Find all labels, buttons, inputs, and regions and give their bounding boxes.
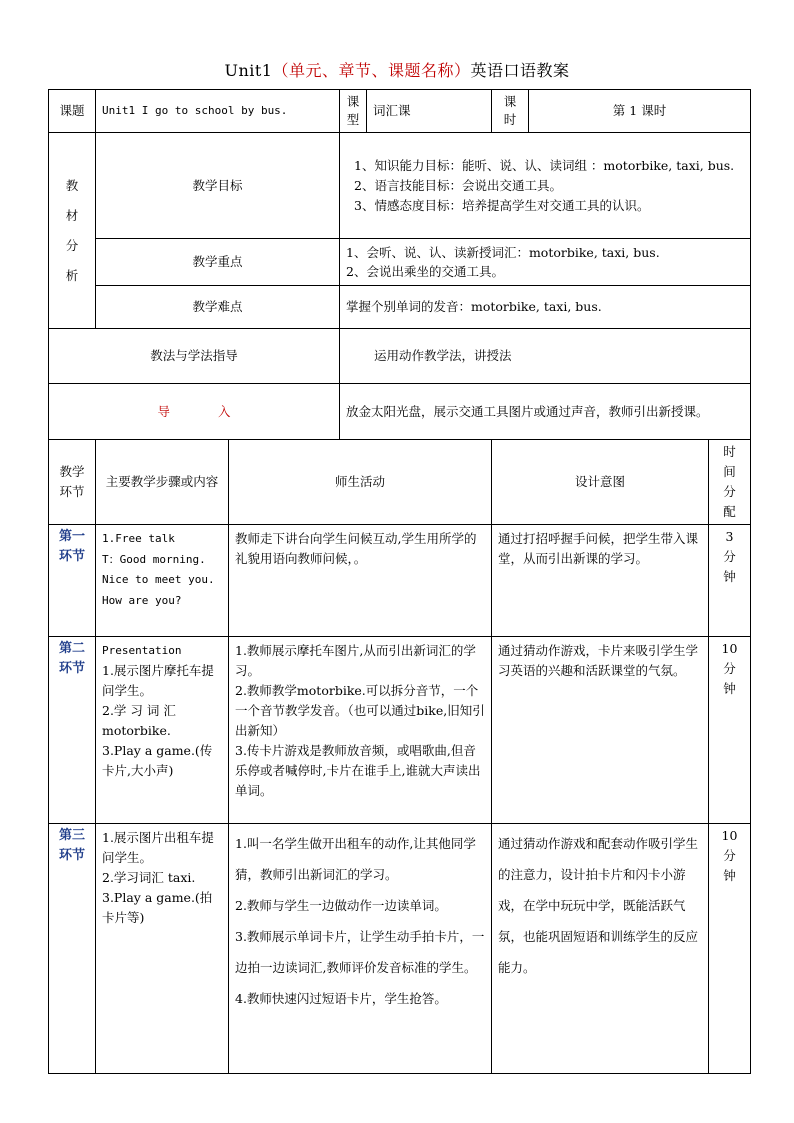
activity-item: 2.教师与学生一边做动作一边读单词。 — [235, 898, 447, 913]
time-char: 钟 — [723, 868, 736, 883]
stage-steps — [96, 824, 229, 1074]
difficulty-content: 掌握个别单词的发音：motorbike, taxi, bus. — [340, 286, 751, 329]
key-item: 2、会说出乘坐的交通工具。 — [346, 264, 504, 279]
lesson-value: Unit1 I go to school by bus. — [96, 90, 340, 133]
objective-item: 1、知识能力目标：能听、说、认、读词组 ：motorbike, taxi, bus. — [354, 157, 735, 173]
step-item: 3.Play a game.(拍卡片等) — [102, 890, 213, 925]
title-suffix: 英语口语教案 — [470, 61, 570, 80]
objective-item: 3、情感态度目标：培养提高学生对交通工具的认识。 — [354, 197, 650, 213]
col-activity: 师生活动 — [229, 440, 492, 525]
stage-label — [49, 824, 96, 1074]
objective-item: 2、语言技能目标：会说出交通工具。 — [354, 177, 562, 193]
stage-row-3 — [49, 824, 751, 1074]
method-value: 运用动作教学法，讲授法 — [340, 329, 751, 384]
time-label — [492, 90, 529, 133]
stage-label-line: 第二 — [58, 641, 85, 656]
col-time — [709, 440, 751, 525]
lesson-plan-table — [48, 89, 751, 1074]
col-time-char: 分 — [723, 484, 736, 499]
intro-label-cell — [49, 384, 340, 440]
stage-label-line: 环节 — [58, 848, 85, 863]
step-item: How are you? — [102, 593, 182, 607]
step-item: 1.Free talk — [102, 532, 175, 545]
stage-label-line: 第一 — [58, 529, 85, 544]
activity-item: 1.叫一名学生做开出租车的动作,让其他同学猜，教师引出新词汇的学习。 — [235, 836, 476, 882]
objectives-label: 教学目标 — [96, 133, 340, 239]
col-time-char: 时 — [723, 444, 736, 459]
step-item: 3.Play a game.(传卡片,大小声) — [102, 743, 213, 778]
key-content — [340, 239, 751, 286]
step-item: Nice to meet you. — [102, 573, 215, 586]
stage-activity — [229, 824, 492, 1074]
title-prefix: Unit1 — [224, 61, 273, 80]
step-item: 2.学 习 词 汇 motorbike. — [102, 703, 176, 738]
step-item: Presentation — [102, 644, 182, 657]
stage-row-1 — [49, 525, 751, 637]
col-stage: 教学环节 — [49, 440, 96, 525]
activity-item: 1.教师展示摩托车图片,从而引出新词汇的学习。 — [235, 643, 476, 678]
stage-label-line: 第三 — [58, 828, 85, 843]
activity-item: 教师走下讲台向学生问候互动,学生用所学的礼貌用语向教师问候，。 — [235, 531, 477, 566]
title-highlight: （单元、章节、课题名称） — [272, 61, 471, 80]
intro-label: 导 入 — [157, 403, 253, 419]
stage-activity — [229, 637, 492, 824]
lesson-label: 课题 — [49, 90, 96, 133]
objectives-row — [49, 133, 751, 239]
activity-item: 4.教师快速闪过短语卡片，学生抢答。 — [235, 991, 447, 1006]
time-char: 分 — [723, 661, 736, 676]
time-value: 第 1 课时 — [529, 90, 751, 133]
stage-time — [709, 525, 751, 637]
page-title — [0, 58, 794, 81]
side-char: 析 — [65, 267, 79, 283]
objectives-content — [340, 133, 751, 239]
step-item: 2.学习词汇 taxi. — [102, 870, 196, 885]
time-char: 钟 — [723, 569, 736, 584]
time-char: 钟 — [723, 681, 736, 696]
key-row — [49, 239, 751, 286]
column-header-row — [49, 440, 751, 525]
stage-intent — [492, 824, 709, 1074]
stage-activity — [229, 525, 492, 637]
header-row — [49, 90, 751, 133]
activity-item: 3.教师展示单词卡片，让学生动手拍卡片，一边拍一边读词汇,教师评价发音标准的学生。 — [235, 929, 485, 975]
stage-row-2 — [49, 637, 751, 824]
step-item: 1.展示图片出租车提问学生。 — [102, 830, 214, 865]
time-char: 3 — [725, 529, 734, 544]
type-label-text: 课型 — [346, 93, 360, 127]
difficulty-label: 教学难点 — [96, 286, 340, 329]
activity-item: 2.教师教学motorbike.可以拆分音节，一个一个音节教学发音。（也可以通过bike,旧知引出新知） — [235, 683, 485, 738]
intro-value: 放金太阳光盘，展示交通工具图片或通过声音，教师引出新授课。 — [340, 384, 751, 440]
intent-item: 通过猜动作游戏，卡片来吸引学生学习英语的兴趣和活跃课堂的气氛。 — [498, 643, 699, 678]
intro-row — [49, 384, 751, 440]
time-char: 10 — [721, 641, 738, 656]
stage-steps — [96, 637, 229, 824]
time-label-text: 课时 — [503, 93, 517, 127]
stage-intent — [492, 525, 709, 637]
step-item: 1.展示图片摩托车提问学生。 — [102, 663, 214, 698]
stage-label — [49, 637, 96, 824]
method-row — [49, 329, 751, 384]
analysis-side-label — [49, 133, 96, 329]
stage-steps — [96, 525, 229, 637]
side-char: 材 — [65, 207, 79, 223]
activity-item: 3.传卡片游戏是教师放音频，或唱歌曲,但音乐停或者喊停时,卡片在谁手上,谁就大声读出单词。 — [235, 743, 481, 798]
key-label: 教学重点 — [96, 239, 340, 286]
col-time-char: 间 — [723, 464, 736, 479]
time-char: 分 — [723, 549, 736, 564]
time-char: 10 — [721, 828, 738, 843]
stage-label-line: 环节 — [58, 661, 85, 676]
stage-label — [49, 525, 96, 637]
key-item: 1、会听、说、认、读新授词汇：motorbike, taxi, bus. — [346, 245, 660, 260]
stage-time — [709, 637, 751, 824]
type-label — [340, 90, 367, 133]
col-time-char: 配 — [723, 504, 736, 519]
intent-item: 通过打招呼握手问候，把学生带入课堂，从而引出新课的学习。 — [498, 531, 699, 566]
stage-intent — [492, 637, 709, 824]
difficulty-row — [49, 286, 751, 329]
side-char: 分 — [65, 237, 79, 253]
stage-label-line: 环节 — [58, 549, 85, 564]
side-char: 教 — [65, 177, 79, 193]
time-char: 分 — [723, 848, 736, 863]
step-item: T：Good morning. — [102, 552, 206, 566]
col-intent: 设计意图 — [492, 440, 709, 525]
col-steps: 主要教学步骤或内容 — [96, 440, 229, 525]
stage-time — [709, 824, 751, 1074]
method-label: 教法与学法指导 — [49, 329, 340, 384]
type-value: 词汇课 — [367, 90, 492, 133]
intent-item: 通过猜动作游戏和配套动作吸引学生的注意力，设计拍卡片和闪卡小游戏，在学中玩玩中学，既能活跃气氛，也能巩固短语和训练学生的反应能力。 — [498, 836, 699, 975]
